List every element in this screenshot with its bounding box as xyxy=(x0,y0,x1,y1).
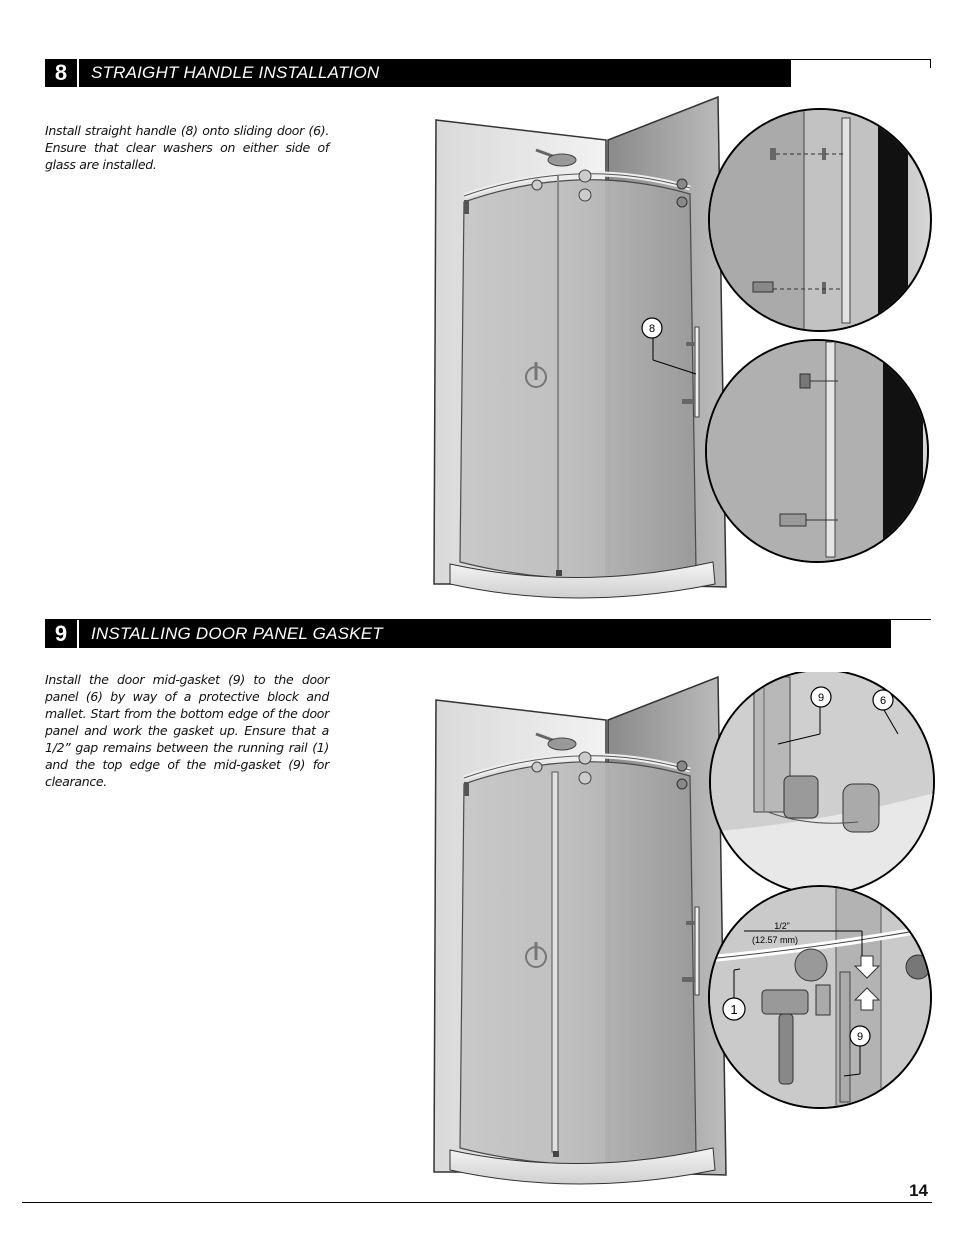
glass-enclosure xyxy=(460,762,696,1165)
footer-rule xyxy=(22,1202,932,1203)
step-8-instruction: Install straight handle (8) onto sliding door (6). Ensure that clear washers on either side of glass are installed. xyxy=(45,123,329,172)
svg-text:9: 9 xyxy=(856,1031,864,1043)
step-8-rule-tick xyxy=(930,59,931,68)
step-9-title: INSTALLING DOOR PANEL GASKET xyxy=(91,624,383,643)
zoom-detail-4 xyxy=(708,886,938,1112)
svg-text:6: 6 xyxy=(879,695,887,707)
step-9-instruction: Install the door mid-gasket (9) to the door panel (6) by way of a protective block and mallet. Start from the bottom edge of the door panel and work the gasket up. Ensure that a 1/2” gap remains between the running rail (1) and the top edge of the mid-gasket (9) for clearance. xyxy=(45,672,329,789)
glass-enclosure xyxy=(460,180,696,579)
step-9-illustration xyxy=(428,672,938,1192)
svg-text:9: 9 xyxy=(817,692,825,704)
mid-gasket xyxy=(552,772,558,1152)
straight-handle xyxy=(695,327,699,417)
step-9-header xyxy=(45,620,891,648)
page-number: 14 xyxy=(909,1181,928,1200)
step-9-number: 9 xyxy=(45,620,79,648)
svg-text:1: 1 xyxy=(730,1002,738,1017)
zoom-detail-2 xyxy=(703,337,928,567)
svg-text:8: 8 xyxy=(648,323,656,335)
zoom-detail-3 xyxy=(708,672,938,902)
svg-text:1/2”: 1/2” xyxy=(774,921,790,931)
step-8-illustration xyxy=(428,92,938,607)
step-8-title: STRAIGHT HANDLE INSTALLATION xyxy=(91,63,380,82)
step-8-number: 8 xyxy=(45,59,79,87)
step-8-header xyxy=(45,59,791,87)
zoom-detail-1 xyxy=(708,107,931,337)
step-8-rule xyxy=(791,59,931,60)
svg-text:(12.57 mm): (12.57 mm) xyxy=(751,935,799,945)
